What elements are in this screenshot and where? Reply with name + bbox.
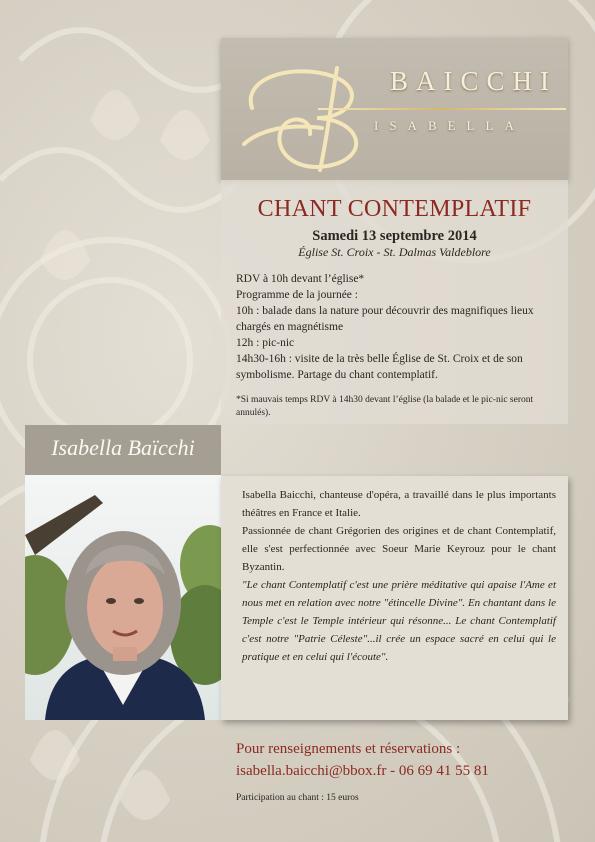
bio-paragraph: Isabella Baicchi, chanteuse d'opéra, a travaillé dans le plus importants théâtres en France et Italie. bbox=[242, 489, 556, 519]
artist-portrait-photo bbox=[25, 475, 221, 720]
program-line: RDV à 10h devant l’église* bbox=[236, 273, 365, 285]
bio-quote: "Le chant Contemplatif c'est une prière méditative qui apaise l'Ame et nous met en relation avec notre "étincelle Divine". En chantant dans le Temple c'est le Temple intérieur qui résonne... Le chant Contemplatif c'est notre "Patrie Céleste"...il crée un espace sacré en celui qui le pratique et en celui qui l'écoute". bbox=[242, 579, 556, 663]
artist-bio bbox=[242, 486, 556, 666]
price-text: Participation au chant : 15 euros bbox=[236, 793, 359, 803]
b-monogram-icon bbox=[232, 48, 382, 176]
event-place: Église St. Croix - St. Dalmas Valdeblore bbox=[298, 245, 491, 259]
program-line: 14h30-16h : visite de la très belle Église de St. Croix et de son symbolisme. Partage du chant contemplatif. bbox=[236, 353, 523, 381]
event-title: CHANT CONTEMPLATIF bbox=[257, 196, 532, 222]
contact-label: Pour renseignements et réservations : bbox=[236, 741, 461, 757]
logo-name: BAICCHI bbox=[390, 66, 558, 96]
event-date: Samedi 13 septembre 2014 bbox=[312, 228, 477, 244]
program-line: 10h : balade dans la nature pour découvrir des magnifiques lieux chargés en magnétisme bbox=[236, 305, 534, 333]
artist-name-banner bbox=[25, 425, 221, 475]
artist-signature: Isabella Baïcchi bbox=[51, 435, 195, 460]
program-line: Programme de la journée : bbox=[236, 289, 358, 301]
contact-line: isabella.baicchi@bbox.fr - 06 69 41 55 81 bbox=[236, 763, 489, 779]
logo-first-name: ISABELLA bbox=[374, 118, 525, 133]
logo-divider-line bbox=[318, 108, 566, 110]
bio-paragraph: Passionnée de chant Grégorien des origines et de chant Contemplatif, elle s'est perfectionnée avec Soeur Marie Keyrouz pour le chant Byzantin. bbox=[242, 525, 556, 573]
weather-note: *Si mauvais temps RDV à 14h30 devant l’église (la balade et le pic-nic seront annulés). bbox=[236, 395, 534, 418]
program-line: 12h : pic-nic bbox=[236, 337, 295, 349]
program-list bbox=[236, 271, 561, 383]
